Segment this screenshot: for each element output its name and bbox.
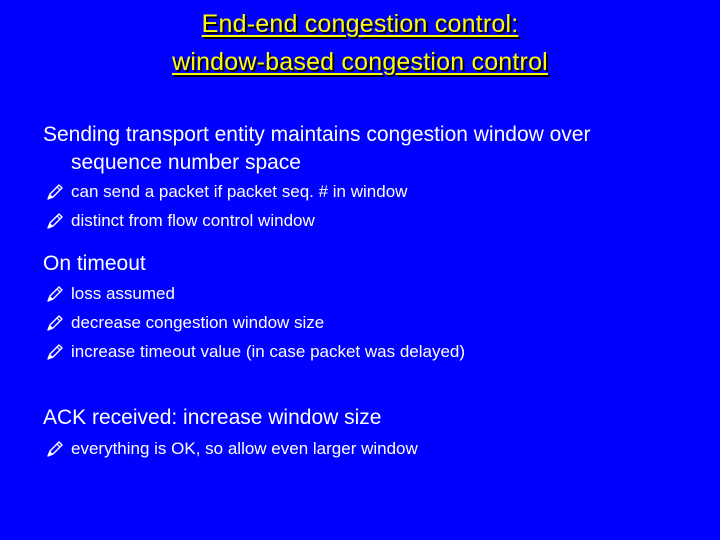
pencil-bullet-icon — [45, 211, 65, 231]
pencil-bullet-icon — [45, 439, 65, 459]
section-1-bullet-2 — [45, 209, 315, 233]
bullet-text: distinct from flow control window — [71, 211, 315, 230]
pencil-bullet-icon — [45, 284, 65, 304]
slide-title-line-2: window-based congestion control — [172, 48, 548, 76]
pencil-bullet-icon — [45, 342, 65, 362]
pencil-bullet-icon — [45, 313, 65, 333]
section-1-heading: Sending transport entity maintains congestion window over — [43, 123, 591, 146]
section-2-bullet-2 — [45, 311, 324, 335]
section-1-heading-continued: sequence number space — [71, 151, 301, 174]
bullet-text: loss assumed — [71, 284, 175, 303]
section-2-heading: On timeout — [43, 252, 146, 275]
section-3-bullet-1 — [45, 437, 418, 461]
section-2-bullet-1 — [45, 282, 175, 306]
bullet-text: increase timeout value (in case packet was delayed) — [71, 342, 466, 361]
slide-title-line-1: End-end congestion control: — [201, 10, 519, 38]
bullet-text: everything is OK, so allow even larger window — [71, 439, 418, 458]
section-3-heading: ACK received: increase window size — [43, 406, 382, 429]
pencil-bullet-icon — [45, 182, 65, 202]
bullet-text: decrease congestion window size — [71, 313, 325, 332]
bullet-text: can send a packet if packet seq. # in window — [71, 182, 408, 201]
section-1-bullet-1 — [45, 180, 407, 204]
section-2-bullet-3 — [45, 340, 465, 364]
